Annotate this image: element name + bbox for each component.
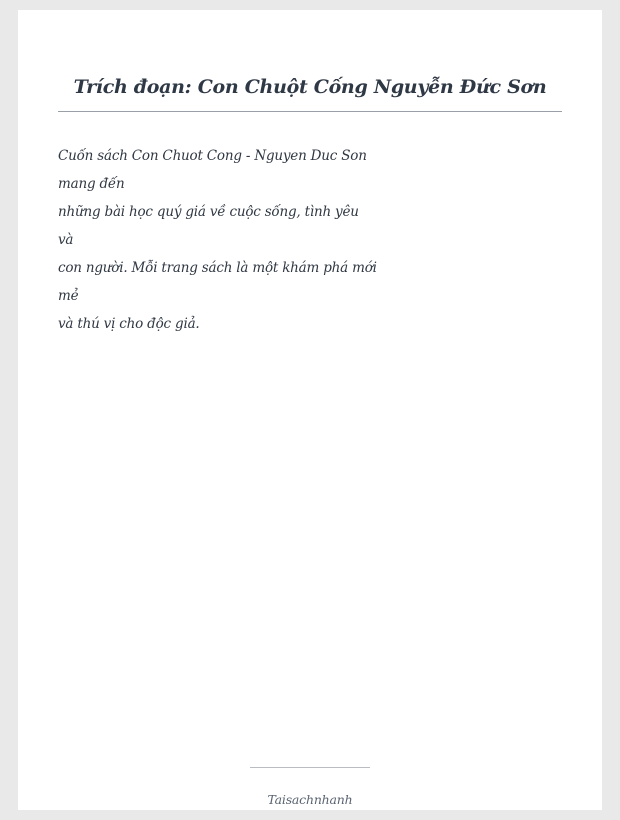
footer-divider: [250, 767, 370, 768]
body-line: và thú vị cho độc giả.: [58, 316, 200, 332]
document-page: [18, 10, 602, 810]
footer-signature: Taisachnhanh: [267, 792, 353, 807]
body-line: những bài học quý giá về cuộc sống, tình yêu: [58, 204, 359, 220]
body-line: con người. Mỗi trang sách là một khám phá mới: [58, 260, 377, 276]
page-title: Trích đoạn: Con Chuột Cống Nguyễn Đức Sơn: [73, 76, 547, 98]
title-divider: [58, 111, 562, 112]
body-line: Cuốn sách Con Chuot Cong - Nguyen Duc Son: [58, 148, 367, 164]
body-line: và: [58, 232, 74, 248]
body-line: mang đến: [58, 176, 125, 192]
document-body: [58, 142, 528, 338]
body-line: mẻ: [58, 288, 79, 304]
